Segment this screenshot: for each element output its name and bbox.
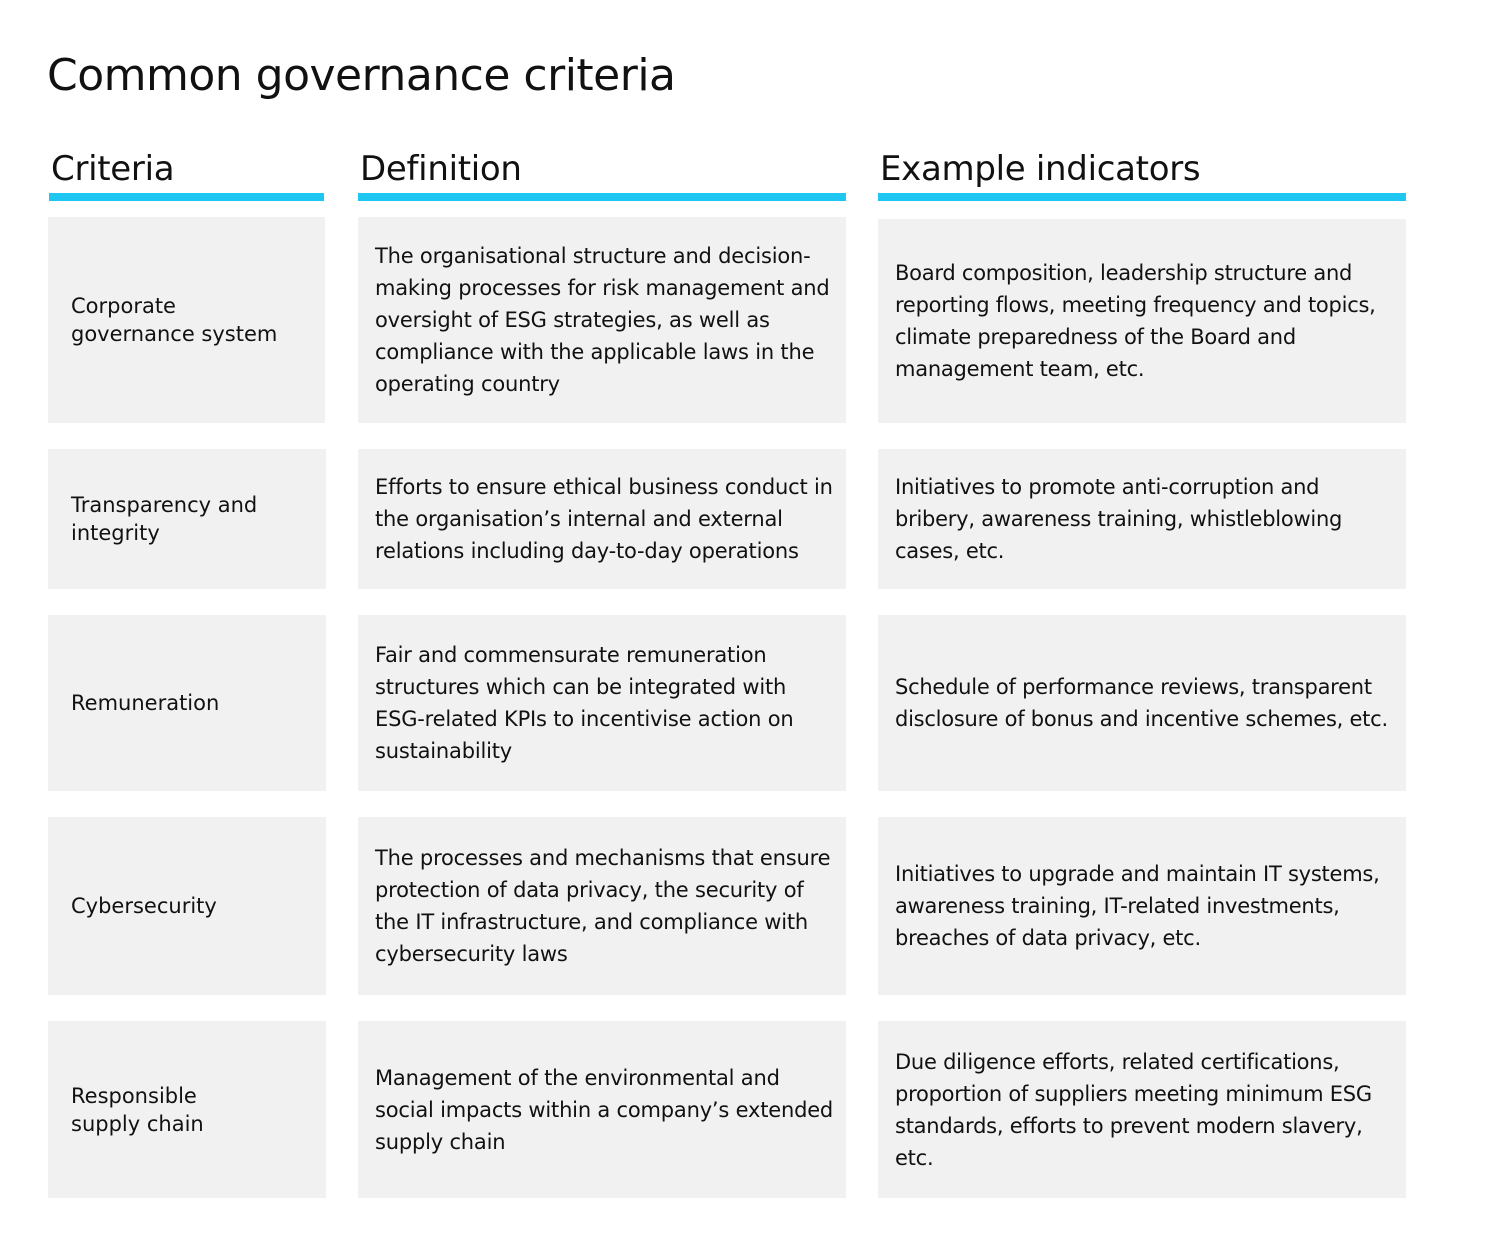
criteria-cell <box>48 1021 326 1198</box>
definition-cell <box>358 449 846 589</box>
definition-cell <box>358 615 846 791</box>
definition-cell <box>358 1021 846 1198</box>
example-indicators-text: Initiatives to upgrade and maintain IT systems, awareness training, IT-related investments, breaches of data privacy, etc. <box>895 862 1380 950</box>
page-title: Common governance criteria <box>47 50 676 101</box>
definition-text: Management of the environmental and social impacts within a company’s extended supply chain <box>375 1065 834 1154</box>
example-indicators-text: Board composition, leadership structure and reporting flows, meeting frequency and topics, climate preparedness of the Board and management team, etc. <box>895 261 1376 381</box>
criteria-text: Remuneration <box>71 691 220 715</box>
example-indicators-text: Initiatives to promote anti-corruption and bribery, awareness training, whistleblowing cases, etc. <box>895 475 1343 563</box>
example-indicators-text: Schedule of performance reviews, transparent disclosure of bonus and incentive schemes, etc. <box>895 675 1388 731</box>
example-indicators-cell <box>878 449 1406 589</box>
column-header-criteria-label: Criteria <box>51 149 175 189</box>
column-header-examples <box>878 148 1406 201</box>
example-indicators-text: Due diligence efforts, related certifications, proportion of suppliers meeting minimum ESG standards, efforts to prevent modern slavery, etc. <box>895 1049 1372 1170</box>
definition-cell <box>358 817 846 995</box>
example-indicators-cell <box>878 615 1406 791</box>
column-header-definition <box>358 148 846 201</box>
criteria-cell <box>48 449 326 589</box>
definition-text: Efforts to ensure ethical business conduct in the organisation’s internal and external relations including day-to-day operations <box>375 475 833 563</box>
column-header-examples-label: Example indicators <box>880 149 1201 189</box>
definition-text: The organisational structure and decision-making processes for risk management and oversight of ESG strategies, as well as compliance with the applicable laws in the operating country <box>375 244 830 396</box>
criteria-cell <box>48 217 325 423</box>
column-header-criteria <box>49 148 324 201</box>
definition-cell <box>358 217 846 423</box>
definition-text: Fair and commensurate remuneration structures which can be integrated with ESG-related KPIs to incentivise action on sustainability <box>375 643 794 763</box>
example-indicators-cell <box>878 219 1406 423</box>
definition-text: The processes and mechanisms that ensure protection of data privacy, the security of the IT infrastructure, and compliance with cybersecurity laws <box>375 846 831 966</box>
column-header-definition-label: Definition <box>360 149 522 189</box>
criteria-cell <box>48 817 326 995</box>
criteria-text: Responsible supply chain <box>71 1083 204 1136</box>
criteria-text: Transparency and integrity <box>71 493 258 545</box>
criteria-cell <box>48 615 326 791</box>
criteria-text: Corporate governance system <box>71 294 278 346</box>
criteria-text: Cybersecurity <box>71 894 217 918</box>
example-indicators-cell <box>878 817 1406 995</box>
example-indicators-cell <box>878 1021 1406 1198</box>
